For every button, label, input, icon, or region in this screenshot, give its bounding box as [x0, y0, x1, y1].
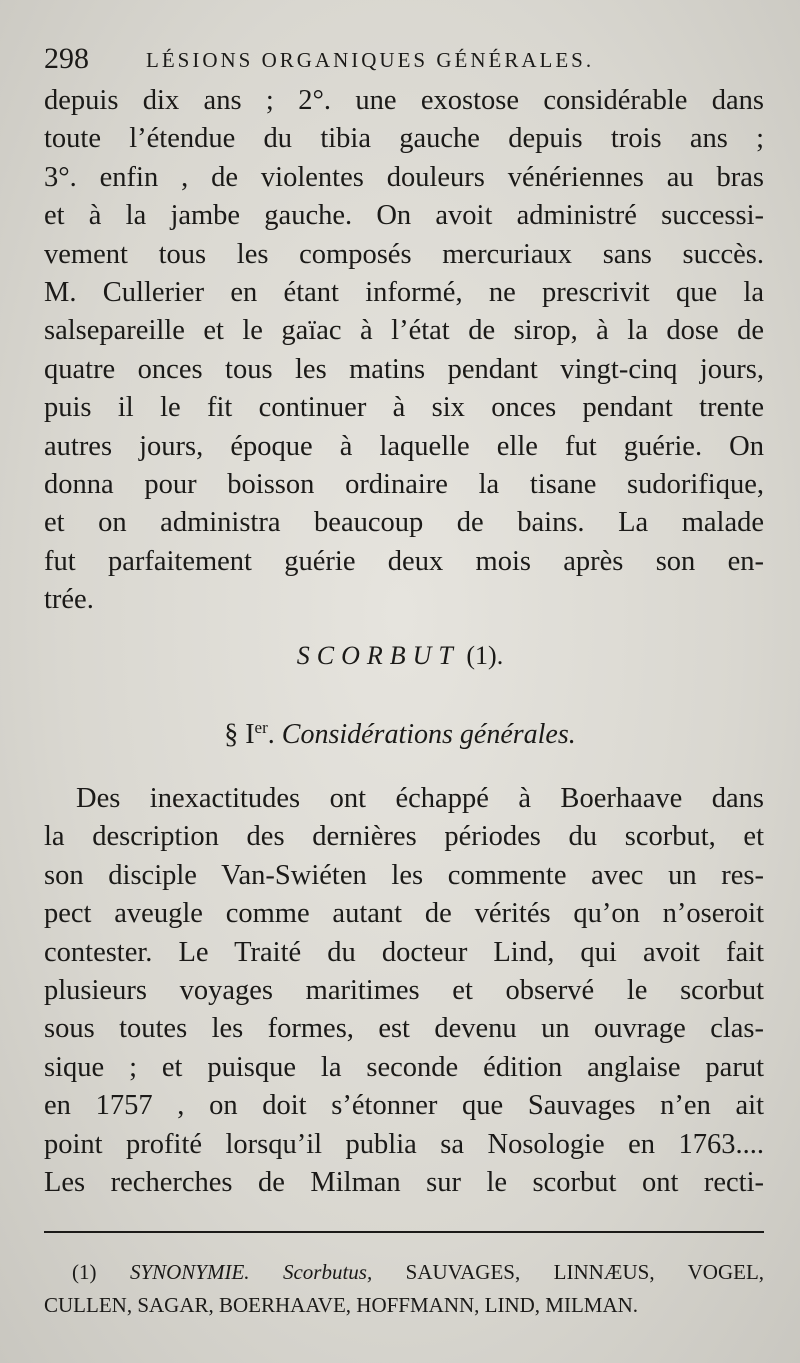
section-symbol: § [224, 719, 239, 750]
subsection-separator: . [267, 719, 275, 750]
running-title: LÉSIONS ORGANIQUES GÉNÉRALES. [146, 48, 595, 72]
text-line: sique ; et puisque la seconde édition anglaise parut [44, 1051, 764, 1083]
footnote-authors: SAUVAGES, LINNÆUS, VOGEL, [405, 1260, 765, 1284]
subsection-number-superscript: er [254, 718, 268, 737]
text-line: vement tous les composés mercuriaux sans succès. [44, 238, 764, 270]
footnote [44, 1256, 764, 1322]
subsection-heading [0, 708, 800, 755]
footnote-label: SYNONYMIE. [129, 1260, 250, 1284]
text-line: la description des dernières périodes du scorbut, et [44, 821, 764, 853]
footnote-marker: (1) [72, 1260, 97, 1284]
text-line: point profité lorsqu’il publia sa Nosologie en 1763.... [44, 1128, 764, 1160]
text-line: contester. Le Traité du docteur Lind, qui avoit fait [44, 936, 764, 968]
text-line: puis il le fit continuer à six onces pendant trente [44, 392, 764, 424]
text-line: sous toutes les formes, est devenu un ouvrage clas- [44, 1013, 764, 1045]
page-header [44, 42, 764, 76]
text-line: toute l’étendue du tibia gauche depuis trois ans ; [44, 123, 764, 155]
text-line: salsepareille et le gaïac à l’état de sirop, à la dose de [44, 315, 764, 347]
section-title: SCORBUT [296, 641, 460, 670]
text-line: Les recherches de Milman sur le scorbut ont recti- [44, 1166, 764, 1198]
text-line: depuis dix ans ; 2°. une exostose considérable dans [44, 85, 764, 116]
footnote-divider [44, 1231, 764, 1233]
text-line: plusieurs voyages maritimes et observé le scorbut [44, 974, 764, 1006]
text-line: quatre onces tous les matins pendant vingt-cinq jours, [44, 353, 764, 385]
text-line: son disciple Van-Swiéten les commente avec un res- [44, 859, 764, 891]
text-line: en 1757 , on doit s’étonner que Sauvages n’en ait [44, 1090, 764, 1122]
text-line: fut parfaitement guérie deux mois après son en- [44, 545, 764, 577]
section-heading [0, 636, 800, 676]
text-line: et on administra beaucoup de bains. La malade [44, 507, 764, 539]
text-line: M. Cullerier en étant informé, ne prescrivit que la [44, 276, 764, 308]
main-paragraph [44, 780, 764, 1202]
text-line: autres jours, époque à laquelle elle fut guérie. On [44, 430, 764, 462]
text-line: pect aveugle comme autant de vérités qu’on n’oseroit [44, 898, 764, 930]
footnote-line [44, 1256, 764, 1289]
continued-paragraph [44, 82, 764, 619]
text-line: trée. [44, 584, 94, 616]
footnote-reference: (1). [466, 641, 504, 670]
text-line: donna pour boisson ordinaire la tisane sudorifique, [44, 468, 764, 500]
subsection-title: Considérations générales. [281, 719, 576, 750]
page-number: 298 [44, 42, 89, 75]
text-line: et à la jambe gauche. On avoit administré successi- [44, 200, 764, 232]
footnote-line: CULLEN, SAGAR, BOERHAAVE, HOFFMANN, LIND, MILMAN. [44, 1293, 639, 1317]
subsection-number: I [245, 719, 255, 750]
text-line: 3°. enfin , de violentes douleurs vénériennes au bras [44, 161, 764, 193]
footnote-term: Scorbutus, [282, 1260, 373, 1284]
text-line: Des inexactitudes ont échappé à Boerhaave dans [76, 783, 764, 814]
